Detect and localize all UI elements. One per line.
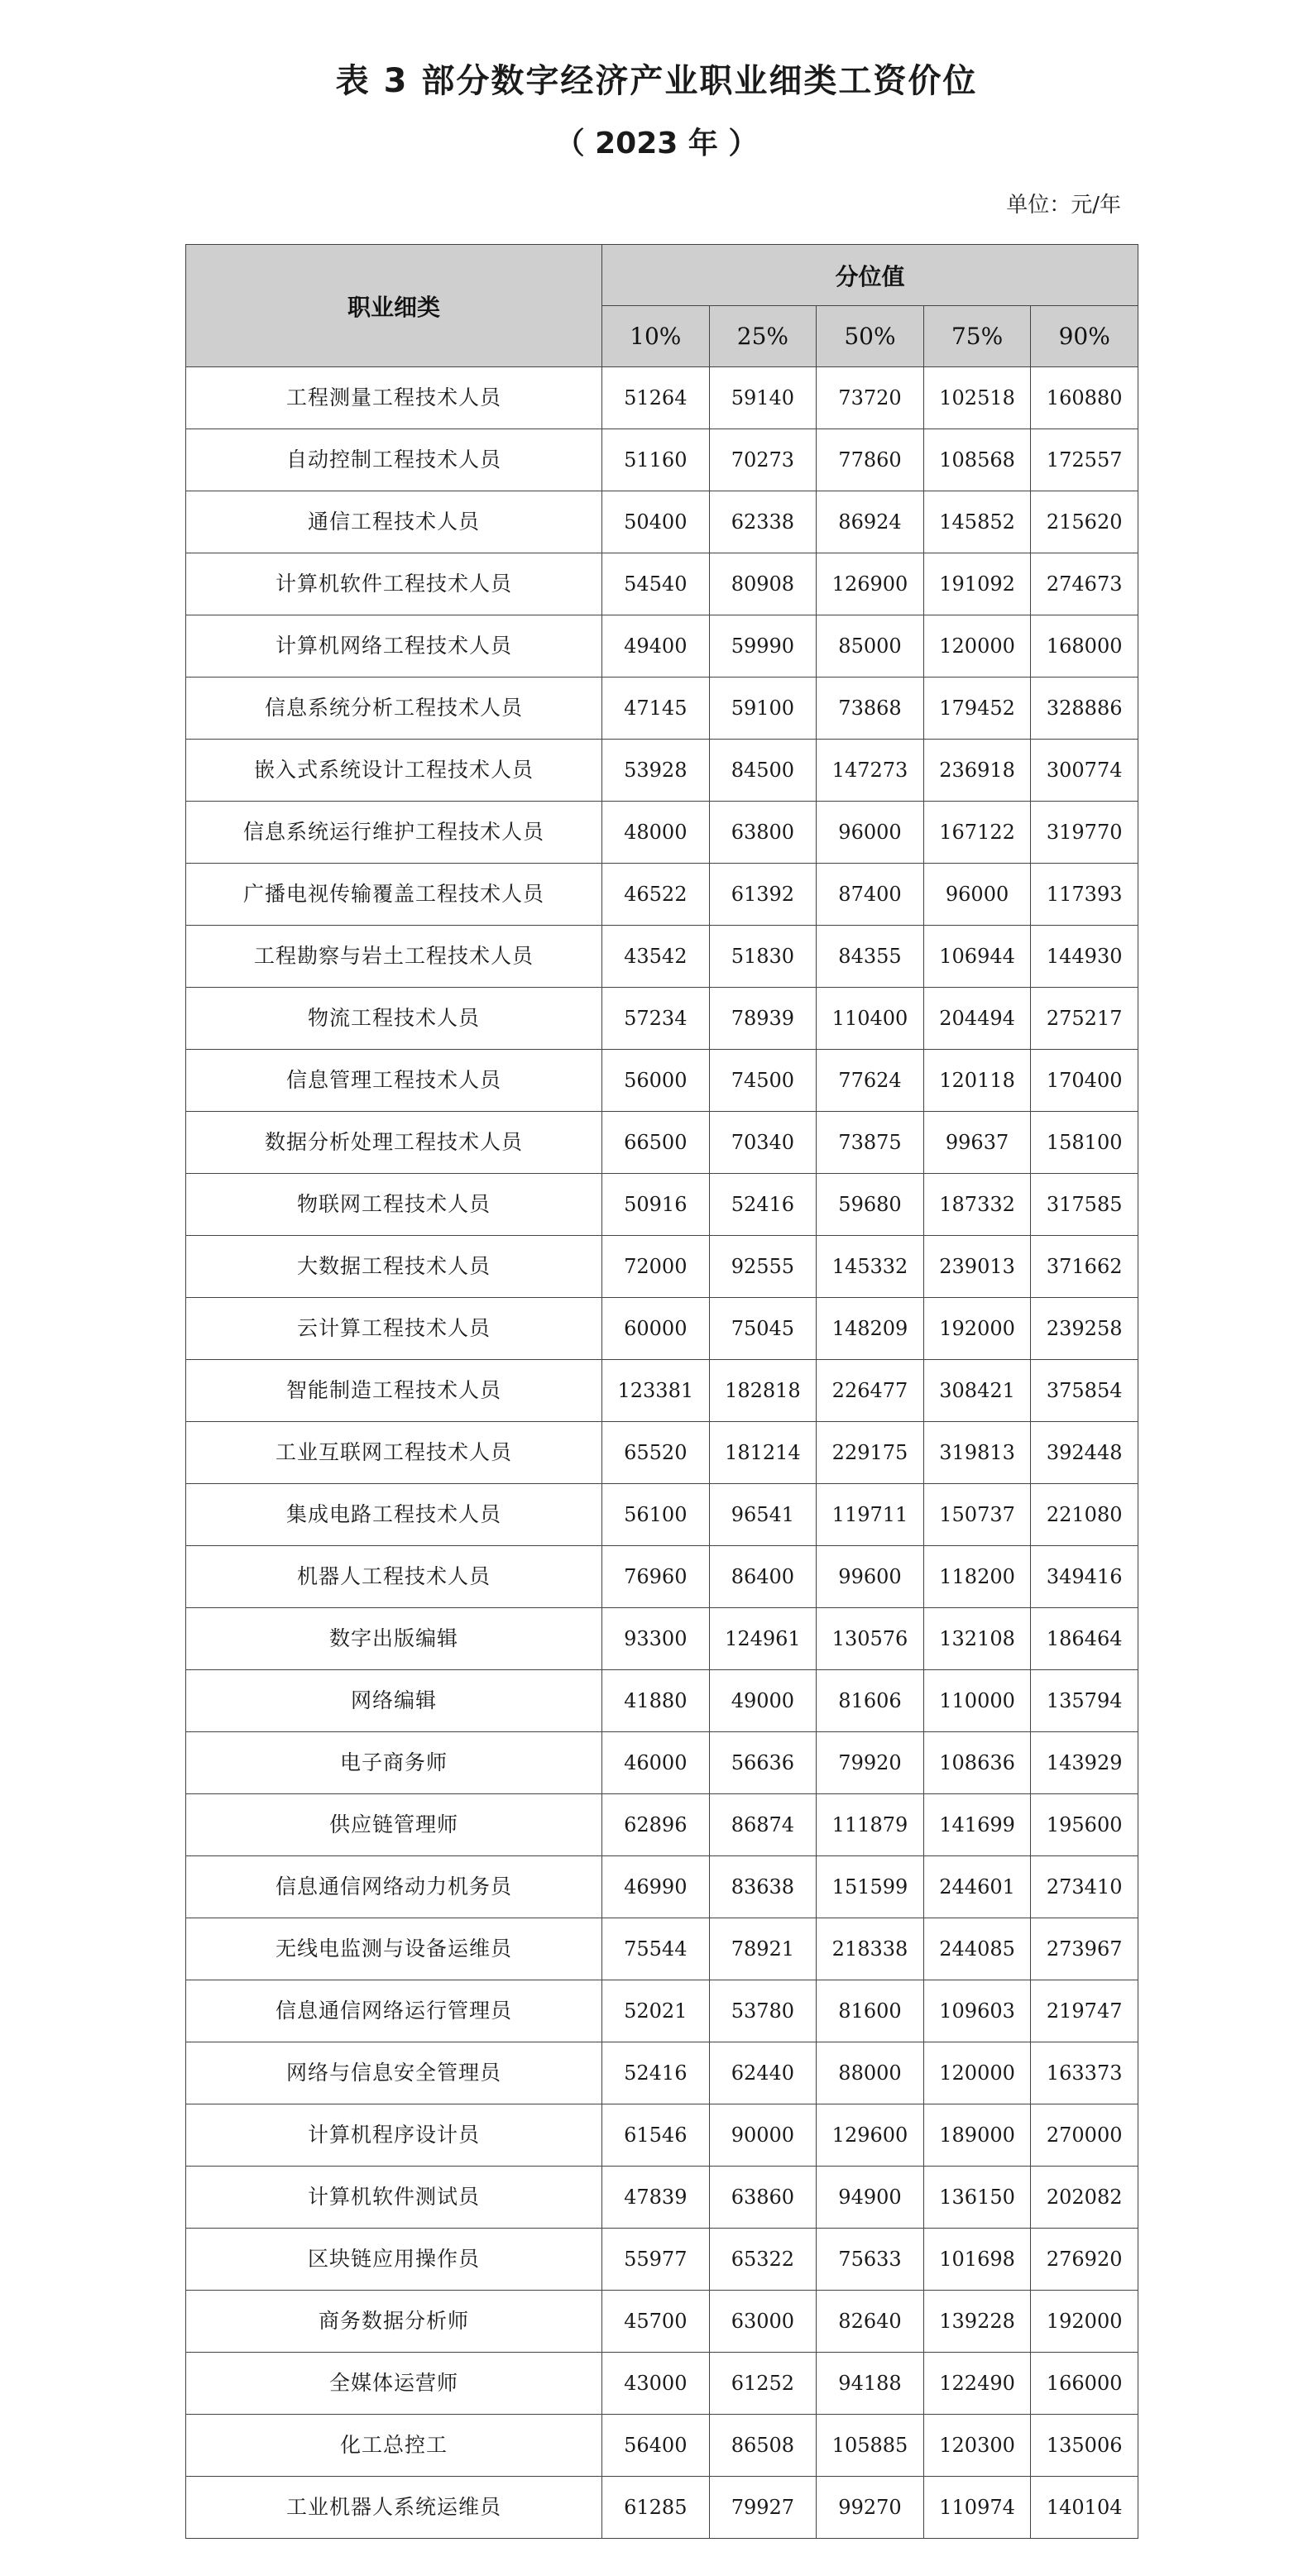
wage-value-cell: 182818 [709,1360,817,1422]
wage-value-cell: 111879 [817,1794,924,1856]
wage-value-cell: 86924 [817,491,924,553]
header-percentile-group: 分位值 [602,245,1138,306]
wage-value-cell: 85000 [817,615,924,678]
wage-value-cell: 62338 [709,491,817,553]
wage-value-cell: 120000 [923,2042,1031,2104]
wage-value-cell: 144930 [1031,926,1138,988]
wage-value-cell: 123381 [602,1360,710,1422]
occupation-cell: 机器人工程技术人员 [186,1546,602,1608]
occupation-cell: 计算机软件测试员 [186,2167,602,2229]
wage-value-cell: 392448 [1031,1422,1138,1484]
wage-value-cell: 117393 [1031,864,1138,926]
table-row [186,926,1138,988]
occupation-cell: 计算机程序设计员 [186,2104,602,2167]
wage-value-cell: 118200 [923,1546,1031,1608]
wage-value-cell: 62896 [602,1794,710,1856]
occupation-cell: 嵌入式系统设计工程技术人员 [186,740,602,802]
wage-value-cell: 349416 [1031,1546,1138,1608]
wage-value-cell: 87400 [817,864,924,926]
occupation-cell: 工业机器人系统运维员 [186,2477,602,2539]
wage-value-cell: 75633 [817,2229,924,2291]
wage-value-cell: 63000 [709,2291,817,2353]
wage-value-cell: 55977 [602,2229,710,2291]
wage-value-cell: 99600 [817,1546,924,1608]
wage-table [185,244,1138,2539]
wage-value-cell: 47839 [602,2167,710,2229]
wage-value-cell: 56400 [602,2415,710,2477]
wage-value-cell: 59100 [709,678,817,740]
table-row [186,802,1138,864]
wage-value-cell: 106944 [923,926,1031,988]
wage-value-cell: 375854 [1031,1360,1138,1422]
wage-value-cell: 88000 [817,2042,924,2104]
wage-value-cell: 78921 [709,1918,817,1980]
wage-value-cell: 47145 [602,678,710,740]
table-row [186,1980,1138,2042]
occupation-cell: 全媒体运营师 [186,2353,602,2415]
wage-value-cell: 86508 [709,2415,817,2477]
wage-value-cell: 215620 [1031,491,1138,553]
wage-value-cell: 110974 [923,2477,1031,2539]
occupation-cell: 区块链应用操作员 [186,2229,602,2291]
wage-value-cell: 275217 [1031,988,1138,1050]
wage-value-cell: 236918 [923,740,1031,802]
wage-value-cell: 239013 [923,1236,1031,1298]
table-header [186,245,1138,367]
table-row [186,2104,1138,2167]
occupation-cell: 信息通信网络运行管理员 [186,1980,602,2042]
wage-value-cell: 52416 [602,2042,710,2104]
wage-value-cell: 46522 [602,864,710,926]
wage-value-cell: 56100 [602,1484,710,1546]
wage-value-cell: 74500 [709,1050,817,1112]
wage-value-cell: 109603 [923,1980,1031,2042]
wage-value-cell: 129600 [817,2104,924,2167]
wage-value-cell: 102518 [923,367,1031,429]
table-row [186,1174,1138,1236]
wage-value-cell: 244601 [923,1856,1031,1918]
wage-value-cell: 186464 [1031,1608,1138,1670]
wage-value-cell: 59990 [709,615,817,678]
wage-value-cell: 90000 [709,2104,817,2167]
occupation-cell: 工程勘察与岩土工程技术人员 [186,926,602,988]
wage-value-cell: 270000 [1031,2104,1138,2167]
occupation-cell: 化工总控工 [186,2415,602,2477]
table-row [186,1670,1138,1732]
table-row [186,2167,1138,2229]
wage-value-cell: 76960 [602,1546,710,1608]
occupation-cell: 信息通信网络动力机务员 [186,1856,602,1918]
wage-value-cell: 49000 [709,1670,817,1732]
occupation-cell: 数据分析处理工程技术人员 [186,1112,602,1174]
unit-note: 单位：元/年 [1006,193,1121,218]
wage-value-cell: 229175 [817,1422,924,1484]
wage-value-cell: 105885 [817,2415,924,2477]
wage-value-cell: 63800 [709,802,817,864]
wage-value-cell: 93300 [602,1608,710,1670]
table-row [186,615,1138,678]
wage-value-cell: 273410 [1031,1856,1138,1918]
wage-value-cell: 43542 [602,926,710,988]
wage-value-cell: 101698 [923,2229,1031,2291]
wage-value-cell: 187332 [923,1174,1031,1236]
page-title: 表 3 部分数字经济产业职业细类工资价位 [335,62,978,100]
table-row [186,678,1138,740]
wage-value-cell: 124961 [709,1608,817,1670]
wage-value-cell: 120300 [923,2415,1031,2477]
header-percentile: 75% [923,306,1031,367]
wage-value-cell: 110400 [817,988,924,1050]
wage-value-cell: 141699 [923,1794,1031,1856]
wage-value-cell: 84355 [817,926,924,988]
table-row [186,1422,1138,1484]
wage-value-cell: 168000 [1031,615,1138,678]
wage-value-cell: 92555 [709,1236,817,1298]
wage-value-cell: 147273 [817,740,924,802]
wage-value-cell: 75045 [709,1298,817,1360]
wage-value-cell: 122490 [923,2353,1031,2415]
wage-value-cell: 108568 [923,429,1031,491]
wage-value-cell: 179452 [923,678,1031,740]
wage-value-cell: 96000 [923,864,1031,926]
wage-value-cell: 82640 [817,2291,924,2353]
wage-value-cell: 61392 [709,864,817,926]
wage-value-cell: 328886 [1031,678,1138,740]
wage-value-cell: 319813 [923,1422,1031,1484]
wage-value-cell: 119711 [817,1484,924,1546]
table-row [186,1050,1138,1112]
wage-value-cell: 80908 [709,553,817,615]
wage-value-cell: 145332 [817,1236,924,1298]
wage-value-cell: 274673 [1031,553,1138,615]
occupation-cell: 商务数据分析师 [186,2291,602,2353]
occupation-cell: 网络编辑 [186,1670,602,1732]
wage-value-cell: 136150 [923,2167,1031,2229]
occupation-cell: 信息系统运行维护工程技术人员 [186,802,602,864]
table-row [186,1608,1138,1670]
wage-value-cell: 81600 [817,1980,924,2042]
wage-value-cell: 172557 [1031,429,1138,491]
wage-value-cell: 276920 [1031,2229,1138,2291]
wage-value-cell: 94188 [817,2353,924,2415]
wage-value-cell: 140104 [1031,2477,1138,2539]
wage-value-cell: 49400 [602,615,710,678]
wage-value-cell: 73875 [817,1112,924,1174]
wage-value-cell: 219747 [1031,1980,1138,2042]
occupation-cell: 工程测量工程技术人员 [186,367,602,429]
wage-value-cell: 50400 [602,491,710,553]
table-row [186,1298,1138,1360]
wage-value-cell: 56636 [709,1732,817,1794]
wage-value-cell: 94900 [817,2167,924,2229]
table-row [186,740,1138,802]
wage-value-cell: 143929 [1031,1732,1138,1794]
wage-value-cell: 52416 [709,1174,817,1236]
wage-value-cell: 81606 [817,1670,924,1732]
table-row [186,2291,1138,2353]
wage-value-cell: 158100 [1031,1112,1138,1174]
wage-value-cell: 181214 [709,1422,817,1484]
wage-value-cell: 51264 [602,367,710,429]
wage-value-cell: 86400 [709,1546,817,1608]
wage-value-cell: 167122 [923,802,1031,864]
wage-value-cell: 204494 [923,988,1031,1050]
wage-value-cell: 148209 [817,1298,924,1360]
wage-value-cell: 218338 [817,1918,924,1980]
wage-value-cell: 135794 [1031,1670,1138,1732]
wage-value-cell: 170400 [1031,1050,1138,1112]
table-row [186,988,1138,1050]
wage-value-cell: 41880 [602,1670,710,1732]
wage-value-cell: 78939 [709,988,817,1050]
occupation-cell: 供应链管理师 [186,1794,602,1856]
wage-value-cell: 189000 [923,2104,1031,2167]
wage-value-cell: 120000 [923,615,1031,678]
wage-value-cell: 163373 [1031,2042,1138,2104]
table-row [186,2229,1138,2291]
wage-value-cell: 135006 [1031,2415,1138,2477]
wage-value-cell: 52021 [602,1980,710,2042]
occupation-cell: 信息系统分析工程技术人员 [186,678,602,740]
wage-value-cell: 371662 [1031,1236,1138,1298]
occupation-cell: 自动控制工程技术人员 [186,429,602,491]
wage-value-cell: 51830 [709,926,817,988]
wage-value-cell: 192000 [923,1298,1031,1360]
wage-value-cell: 239258 [1031,1298,1138,1360]
wage-value-cell: 202082 [1031,2167,1138,2229]
table-row [186,553,1138,615]
wage-value-cell: 83638 [709,1856,817,1918]
wage-value-cell: 43000 [602,2353,710,2415]
wage-value-cell: 60000 [602,1298,710,1360]
wage-value-cell: 166000 [1031,2353,1138,2415]
occupation-cell: 电子商务师 [186,1732,602,1794]
table-row [186,367,1138,429]
wage-value-cell: 51160 [602,429,710,491]
table-row [186,1732,1138,1794]
wage-value-cell: 130576 [817,1608,924,1670]
header-percentile: 10% [602,306,710,367]
wage-value-cell: 77860 [817,429,924,491]
wage-value-cell: 54540 [602,553,710,615]
wage-value-cell: 70340 [709,1112,817,1174]
wage-value-cell: 73720 [817,367,924,429]
wage-value-cell: 317585 [1031,1174,1138,1236]
table-row [186,2353,1138,2415]
wage-value-cell: 46000 [602,1732,710,1794]
wage-value-cell: 86874 [709,1794,817,1856]
wage-value-cell: 145852 [923,491,1031,553]
wage-value-cell: 108636 [923,1732,1031,1794]
wage-value-cell: 79927 [709,2477,817,2539]
wage-value-cell: 120118 [923,1050,1031,1112]
table-row [186,1794,1138,1856]
wage-value-cell: 300774 [1031,740,1138,802]
occupation-cell: 网络与信息安全管理员 [186,2042,602,2104]
header-percentile: 25% [709,306,817,367]
table-row [186,1360,1138,1422]
occupation-cell: 物流工程技术人员 [186,988,602,1050]
wage-value-cell: 59140 [709,367,817,429]
occupation-cell: 无线电监测与设备运维员 [186,1918,602,1980]
wage-value-cell: 99637 [923,1112,1031,1174]
header-percentile: 50% [817,306,924,367]
wage-value-cell: 221080 [1031,1484,1138,1546]
occupation-cell: 计算机网络工程技术人员 [186,615,602,678]
wage-value-cell: 66500 [602,1112,710,1174]
table-row [186,1546,1138,1608]
wage-value-cell: 61546 [602,2104,710,2167]
occupation-cell: 物联网工程技术人员 [186,1174,602,1236]
occupation-cell: 计算机软件工程技术人员 [186,553,602,615]
wage-value-cell: 53780 [709,1980,817,2042]
table-row [186,1112,1138,1174]
table-row [186,491,1138,553]
wage-value-cell: 151599 [817,1856,924,1918]
wage-value-cell: 96541 [709,1484,817,1546]
wage-value-cell: 61285 [602,2477,710,2539]
occupation-cell: 广播电视传输覆盖工程技术人员 [186,864,602,926]
wage-value-cell: 63860 [709,2167,817,2229]
wage-value-cell: 65322 [709,2229,817,2291]
wage-value-cell: 160880 [1031,367,1138,429]
occupation-cell: 工业互联网工程技术人员 [186,1422,602,1484]
occupation-cell: 大数据工程技术人员 [186,1236,602,1298]
wage-value-cell: 308421 [923,1360,1031,1422]
wage-value-cell: 110000 [923,1670,1031,1732]
wage-value-cell: 70273 [709,429,817,491]
occupation-cell: 通信工程技术人员 [186,491,602,553]
table-row [186,1236,1138,1298]
page-subtitle: （ 2023 年 ） [554,127,759,160]
wage-value-cell: 99270 [817,2477,924,2539]
wage-value-cell: 192000 [1031,2291,1138,2353]
wage-value-cell: 56000 [602,1050,710,1112]
wage-value-cell: 77624 [817,1050,924,1112]
wage-value-cell: 244085 [923,1918,1031,1980]
wage-value-cell: 150737 [923,1484,1031,1546]
wage-value-cell: 72000 [602,1236,710,1298]
wage-value-cell: 46990 [602,1856,710,1918]
table-row [186,1484,1138,1546]
wage-value-cell: 319770 [1031,802,1138,864]
header-percentile: 90% [1031,306,1138,367]
wage-value-cell: 79920 [817,1732,924,1794]
header-occupation: 职业细类 [186,245,602,367]
wage-value-cell: 195600 [1031,1794,1138,1856]
wage-value-cell: 53928 [602,740,710,802]
wage-value-cell: 273967 [1031,1918,1138,1980]
wage-value-cell: 59680 [817,1174,924,1236]
table-row [186,429,1138,491]
occupation-cell: 云计算工程技术人员 [186,1298,602,1360]
table-row [186,2415,1138,2477]
occupation-cell: 智能制造工程技术人员 [186,1360,602,1422]
wage-value-cell: 84500 [709,740,817,802]
table-row [186,2477,1138,2539]
occupation-cell: 数字出版编辑 [186,1608,602,1670]
table-row [186,1856,1138,1918]
table-row [186,1918,1138,1980]
occupation-cell: 集成电路工程技术人员 [186,1484,602,1546]
occupation-cell: 信息管理工程技术人员 [186,1050,602,1112]
wage-value-cell: 45700 [602,2291,710,2353]
wage-value-cell: 73868 [817,678,924,740]
wage-value-cell: 191092 [923,553,1031,615]
wage-value-cell: 61252 [709,2353,817,2415]
wage-value-cell: 226477 [817,1360,924,1422]
wage-value-cell: 57234 [602,988,710,1050]
table-row [186,864,1138,926]
wage-value-cell: 50916 [602,1174,710,1236]
table-row [186,2042,1138,2104]
wage-value-cell: 139228 [923,2291,1031,2353]
wage-value-cell: 48000 [602,802,710,864]
wage-value-cell: 65520 [602,1422,710,1484]
wage-value-cell: 62440 [709,2042,817,2104]
wage-value-cell: 75544 [602,1918,710,1980]
wage-value-cell: 132108 [923,1608,1031,1670]
wage-value-cell: 96000 [817,802,924,864]
wage-value-cell: 126900 [817,553,924,615]
table-body [186,367,1138,2539]
